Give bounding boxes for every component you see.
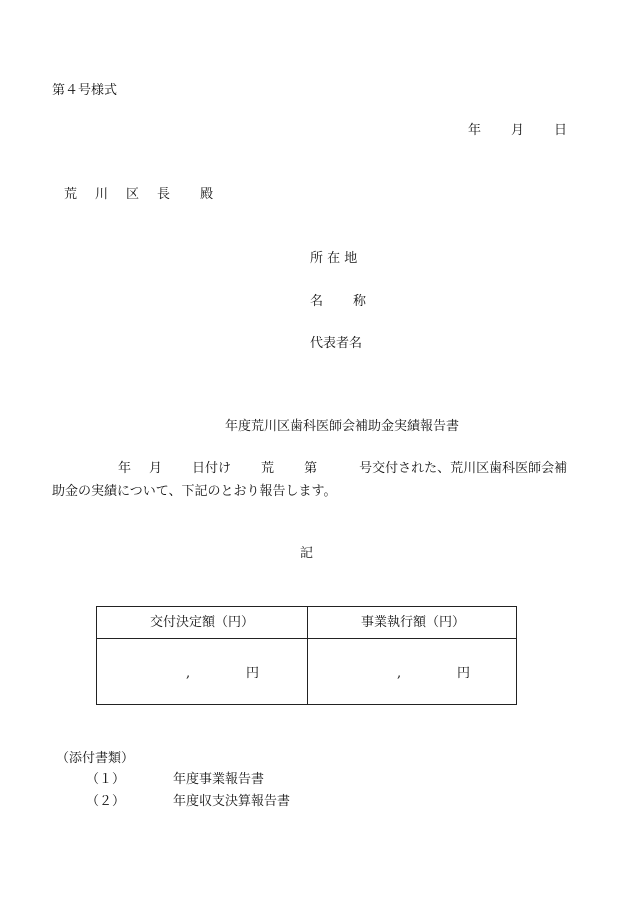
addressee-char: 川: [95, 187, 109, 202]
header-executed-amount: 事業執行額（円）: [360, 615, 465, 630]
addressee: [64, 188, 213, 201]
executed-amount-separator: ,: [397, 666, 402, 681]
attachments-heading: （添付書類）: [56, 751, 135, 766]
granted-amount-separator: ,: [186, 666, 191, 681]
attachment-number: （１）: [86, 772, 126, 787]
body-line-2: 助金の実績について、下記のとおり報告します。: [52, 484, 337, 499]
amount-table: [96, 606, 517, 705]
addressee-char: 区: [126, 187, 140, 202]
date-line: [468, 124, 567, 137]
granted-amount-unit: 円: [246, 666, 260, 681]
form-number: 第４号様式: [52, 83, 118, 98]
date-year-label: 年: [468, 123, 482, 138]
attachment-name: 年度収支決算報告書: [173, 794, 291, 809]
addressee-honorific: 殿: [200, 187, 214, 202]
applicant-name-label: [310, 295, 366, 308]
attachment-name: 年度事業報告書: [173, 772, 265, 787]
report-title: 年度荒川区歯科医師会補助金実績報告書: [225, 419, 460, 434]
header-granted-amount: 交付決定額（円）: [149, 615, 254, 630]
executed-amount-unit: 円: [457, 666, 471, 681]
addressee-char: 荒: [64, 187, 78, 202]
name-label-part: 称: [353, 294, 367, 309]
applicant-location-label: 所 在 地: [310, 251, 358, 266]
body-line1-rest: 号交付された、荒川区歯科医師会補: [359, 461, 568, 476]
body-line-1: [52, 462, 567, 475]
attachment-number: （２）: [86, 794, 126, 809]
ki-heading: 記: [300, 546, 314, 561]
applicant-rep-label: 代表者名: [310, 336, 363, 351]
addressee-char: 長: [157, 187, 171, 202]
body-dai: 第: [304, 461, 318, 476]
body-ara: 荒: [261, 461, 275, 476]
table-divider-horizontal: [97, 638, 516, 639]
date-day-label: 日: [554, 123, 568, 138]
body-dated: 日付け: [192, 461, 232, 476]
body-month: 月: [149, 461, 163, 476]
name-label-part: 名: [310, 294, 324, 309]
body-year: 年: [118, 461, 132, 476]
date-month-label: 月: [511, 123, 525, 138]
